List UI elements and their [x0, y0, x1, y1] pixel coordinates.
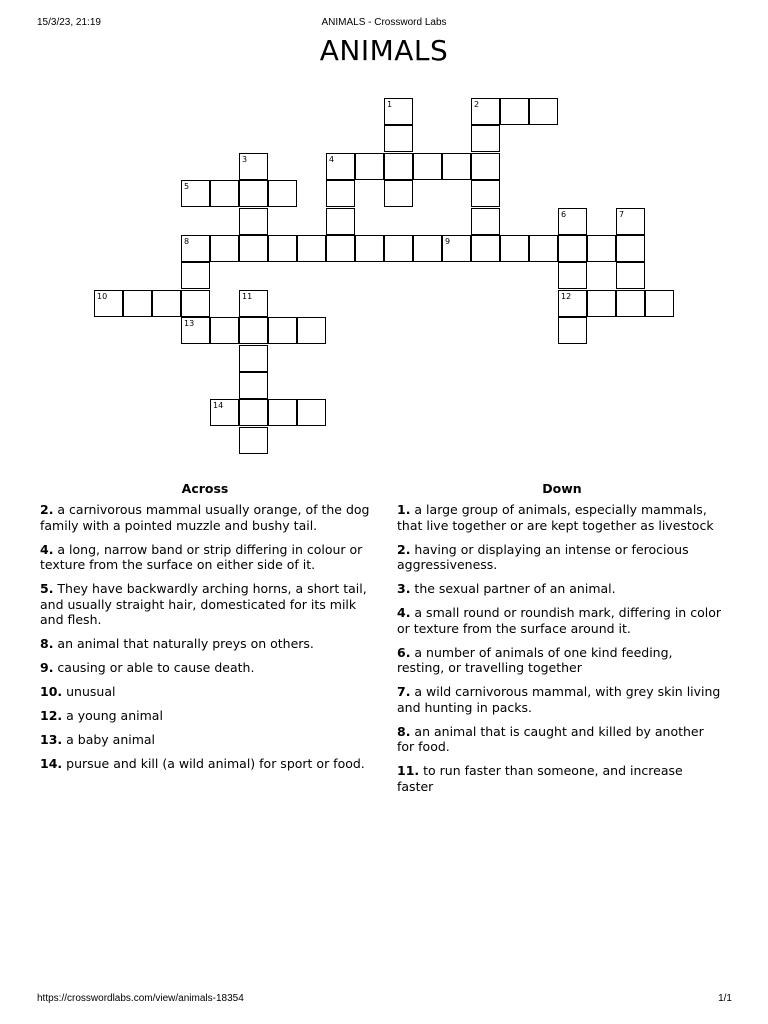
grid-cell[interactable] [355, 235, 384, 262]
clue-number: 8 [184, 237, 190, 246]
grid-cell[interactable] [239, 235, 268, 262]
grid-cell[interactable] [268, 235, 297, 262]
down-clue [397, 645, 722, 676]
clue-text: an animal that is caught and killed by another for food. [397, 723, 704, 754]
clue-number: 4. [40, 541, 54, 557]
grid-cell[interactable] [384, 125, 413, 152]
grid-cell[interactable] [384, 235, 413, 262]
grid-cell[interactable] [616, 290, 645, 317]
clue-number: 2. [397, 541, 411, 557]
grid-cell[interactable] [297, 235, 326, 262]
clue-number: 14. [40, 756, 63, 771]
clue-number: 5. [40, 581, 54, 596]
print-url: https://crosswordlabs.com/view/animals-18354 [37, 993, 244, 1004]
grid-cell[interactable] [239, 290, 268, 317]
grid-cell[interactable] [616, 262, 645, 289]
grid-cell[interactable] [384, 153, 413, 180]
clue-number: 1 [387, 100, 393, 109]
clue-text: a long, narrow band or strip differing in colour or texture from the surface on either side of it. [40, 541, 363, 572]
grid-cell[interactable] [268, 399, 297, 426]
down-clue [397, 502, 722, 533]
clue-number: 12. [40, 708, 63, 723]
grid-cell[interactable] [210, 317, 239, 344]
clue-text: a number of animals of one kind feeding, resting, or travelling together [397, 644, 673, 675]
grid-cell[interactable] [297, 399, 326, 426]
grid-cell[interactable] [471, 235, 500, 262]
down-clue [397, 763, 722, 794]
clue-text: to run faster than someone, and increase faster [397, 763, 683, 794]
clue-text: an animal that naturally preys on others. [53, 636, 314, 651]
clue-number: 1. [397, 502, 411, 517]
grid-cell[interactable] [239, 153, 268, 180]
down-clue [397, 684, 722, 715]
crossword-grid [0, 0, 768, 470]
grid-cell[interactable] [210, 180, 239, 207]
grid-cell[interactable] [239, 208, 268, 235]
grid-cell[interactable] [123, 290, 152, 317]
across-clue [40, 581, 375, 628]
grid-cell[interactable] [500, 235, 529, 262]
clue-number: 2. [40, 502, 54, 517]
grid-cell[interactable] [471, 125, 500, 152]
grid-cell[interactable] [442, 153, 471, 180]
across-heading: Across [181, 481, 229, 496]
grid-cell[interactable] [645, 290, 674, 317]
clue-text: They have backwardly arching horns, a short tail, and usually straight hair, domesticated for its milk and flesh. [40, 581, 367, 627]
across-clue [40, 684, 375, 700]
clue-text: a baby animal [62, 732, 156, 747]
grid-cell[interactable] [471, 180, 500, 207]
across-clue [40, 636, 375, 652]
clue-text: pursue and kill (a wild animal) for sport or food. [62, 756, 365, 771]
across-clue-list [40, 502, 375, 780]
grid-cell[interactable] [355, 153, 384, 180]
grid-cell[interactable] [558, 208, 587, 235]
clue-number: 2 [474, 100, 480, 109]
grid-cell[interactable] [181, 180, 210, 207]
grid-cell[interactable] [616, 235, 645, 262]
clue-text: the sexual partner of an animal. [410, 581, 616, 596]
grid-cell[interactable] [152, 290, 181, 317]
grid-cell[interactable] [558, 290, 587, 317]
clue-text: causing or able to cause death. [53, 660, 255, 675]
clue-text: a wild carnivorous mammal, with grey skin living and hunting in packs. [397, 684, 721, 715]
grid-cell[interactable] [210, 399, 239, 426]
grid-cell[interactable] [181, 290, 210, 317]
grid-cell[interactable] [239, 399, 268, 426]
clue-number: 9 [445, 237, 451, 246]
grid-cell[interactable] [326, 180, 355, 207]
print-page-number: 1/1 [718, 993, 732, 1004]
grid-cell[interactable] [94, 290, 123, 317]
grid-cell[interactable] [326, 235, 355, 262]
grid-cell[interactable] [181, 262, 210, 289]
clue-number: 6 [561, 210, 567, 219]
print-page-title: ANIMALS - Crossword Labs [321, 17, 447, 28]
grid-cell[interactable] [268, 317, 297, 344]
print-datetime: 15/3/23, 21:19 [37, 17, 101, 28]
grid-cell[interactable] [384, 98, 413, 125]
clue-text: a young animal [62, 708, 163, 723]
grid-cell[interactable] [181, 317, 210, 344]
grid-cell[interactable] [558, 317, 587, 344]
grid-cell[interactable] [384, 180, 413, 207]
across-clue [40, 756, 375, 772]
down-clue [397, 581, 722, 597]
clue-text: having or displaying an intense or ferocious aggressiveness. [397, 541, 689, 572]
grid-cell[interactable] [239, 427, 268, 454]
down-clue-list [397, 502, 722, 803]
grid-cell[interactable] [587, 235, 616, 262]
clue-text: a small round or roundish mark, differing in color or texture from the surface around it. [397, 605, 721, 636]
clue-text: unusual [62, 684, 116, 699]
clue-number: 12 [561, 292, 572, 301]
clue-number: 5 [184, 182, 190, 191]
clue-number: 7 [619, 210, 625, 219]
grid-cell[interactable] [268, 180, 297, 207]
grid-cell[interactable] [558, 235, 587, 262]
clue-number: 8. [397, 723, 411, 739]
grid-cell[interactable] [587, 290, 616, 317]
grid-cell[interactable] [297, 317, 326, 344]
clue-number: 11. [397, 763, 420, 778]
grid-cell[interactable] [326, 208, 355, 235]
grid-cell[interactable] [326, 153, 355, 180]
grid-cell[interactable] [239, 180, 268, 207]
grid-cell[interactable] [616, 208, 645, 235]
across-clue [40, 708, 375, 724]
grid-cell[interactable] [181, 235, 210, 262]
grid-cell[interactable] [471, 98, 500, 125]
clue-number: 10. [40, 684, 63, 699]
down-heading: Down [542, 481, 582, 496]
grid-cell[interactable] [500, 98, 529, 125]
clue-number: 7. [397, 684, 411, 699]
down-clue [397, 542, 722, 573]
grid-cell[interactable] [471, 153, 500, 180]
across-clue [40, 542, 375, 573]
grid-cell[interactable] [413, 153, 442, 180]
down-clue [397, 724, 722, 755]
clue-number: 9. [40, 660, 54, 675]
clue-number: 6. [397, 644, 411, 660]
grid-cell[interactable] [210, 235, 239, 262]
across-clue [40, 502, 375, 533]
clue-number: 11 [242, 292, 253, 301]
grid-cell[interactable] [529, 235, 558, 262]
clue-text: a carnivorous mammal usually orange, of the dog family with a pointed muzzle and bushy tail. [40, 502, 370, 533]
across-clue [40, 660, 375, 676]
clue-number: 13. [40, 732, 63, 747]
across-clue [40, 732, 375, 748]
grid-cell[interactable] [558, 262, 587, 289]
puzzle-title: ANIMALS [319, 34, 449, 67]
grid-cell[interactable] [442, 235, 471, 262]
grid-cell[interactable] [239, 345, 268, 372]
grid-cell[interactable] [471, 208, 500, 235]
clue-number: 13 [184, 319, 195, 328]
down-clue [397, 605, 722, 636]
clue-number: 4. [397, 605, 411, 620]
grid-cell[interactable] [239, 317, 268, 344]
clue-number: 4 [329, 155, 335, 164]
grid-cell[interactable] [413, 235, 442, 262]
clue-number: 3. [397, 581, 411, 596]
clue-text: a large group of animals, especially mammals, that live together or are kept together as livestock [397, 502, 714, 533]
clue-number: 14 [213, 401, 224, 410]
clue-number: 3 [242, 155, 248, 164]
grid-cell[interactable] [239, 372, 268, 399]
clue-number: 8. [40, 636, 54, 651]
grid-cell[interactable] [529, 98, 558, 125]
clue-number: 10 [97, 292, 108, 301]
